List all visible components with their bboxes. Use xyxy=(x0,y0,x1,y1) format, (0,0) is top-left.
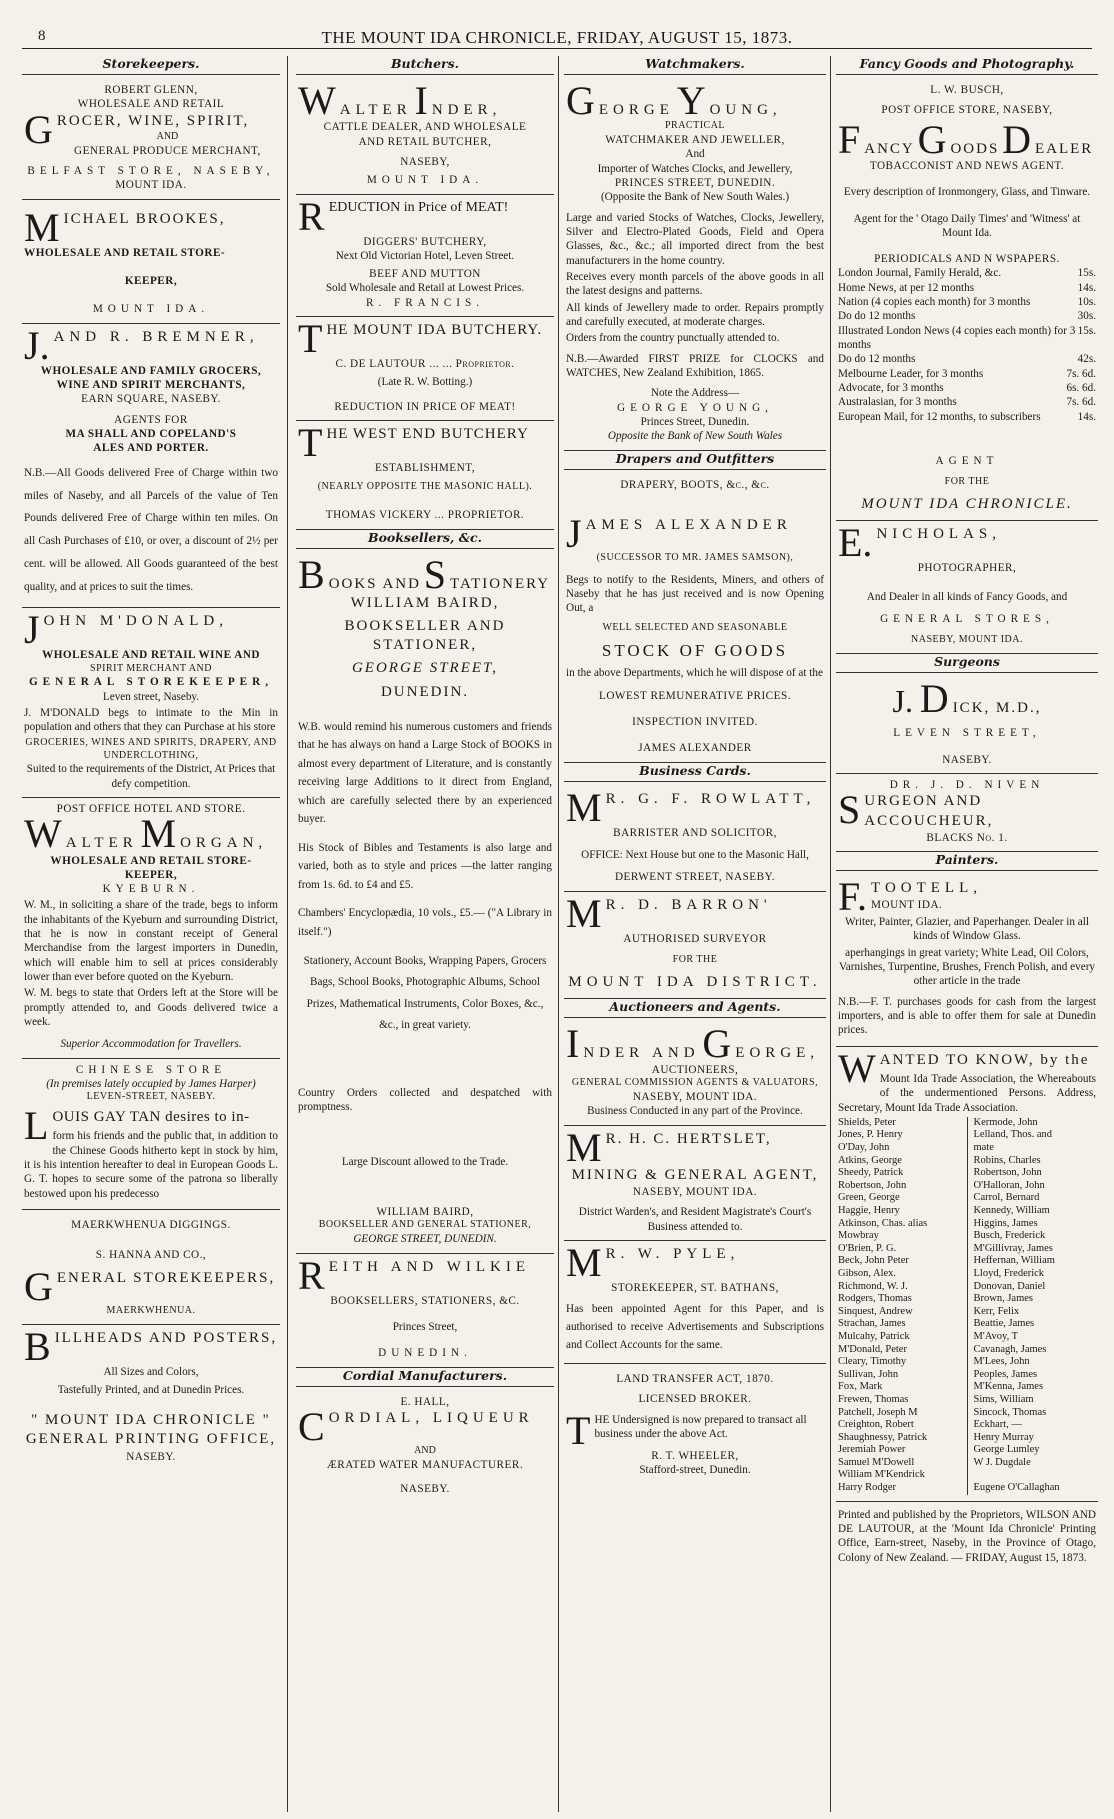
person-name: Busch, Frederick xyxy=(973,1230,1046,1242)
person-name: Lloyd, Frederick xyxy=(973,1267,1045,1279)
person-name: Mulcahy, Patrick xyxy=(838,1330,910,1342)
periodical-name: European Mail, for 12 months, to subscribers xyxy=(838,410,1041,423)
column-2 xyxy=(296,56,554,1812)
ad-reith-wilkie: REITH AND WILKIE BOOKSELLERS, STATIONERS, &C. Princes Street, DUNEDIN. xyxy=(296,1254,554,1368)
section-heading: Painters. xyxy=(836,852,1098,871)
person-name: Henry Murray xyxy=(973,1431,1034,1443)
periodical-name: Do do 12 months xyxy=(838,310,916,323)
person-name: O'Day, John xyxy=(838,1142,890,1154)
person-name: Kermode, John xyxy=(973,1116,1038,1128)
periodical-row xyxy=(838,324,1096,353)
periodical-price: 7s. 6d. xyxy=(1066,396,1096,409)
person-name: Beattie, James xyxy=(973,1318,1035,1330)
ad-nicholas: E. NICHOLAS, PHOTOGRAPHER, And Dealer in all kinds of Fancy Goods, and GENERAL STORES, NASEBY, MOUNT IDA. xyxy=(836,521,1098,654)
periodical-price: 15s. xyxy=(1077,267,1096,280)
ad-walter-inder: WALTER I NDER, CATTLE DEALER, AND WHOLESALE AND RETAIL BUTCHER, NASEBY, MOUNT IDA. xyxy=(296,79,554,195)
periodical-price: 14s. xyxy=(1077,410,1096,423)
ad-walter-morgan: POST OFFICE HOTEL AND STORE. WALTER M ORGAN, WHOLESALE AND RETAIL STORE- KEEPER, KYEBURN. W. M., in soliciting a share of the trade, begs to inform the inhabitants of the Kyeburn and surrounding District, that he is now in constant receipt of General Merchandise from the largest importers in Dunedin, which will enable him to sell at prices considerably lower than ever before quoted on the Kyeburn. W. M. begs to state that Orders left at the Store will be promptly attended to, and Goods delivered twice a week. Superior Accommodation for Travellers. xyxy=(22,798,280,1059)
person-name: Kennedy, William xyxy=(973,1205,1050,1217)
masthead-title: THE MOUNT IDA CHRONICLE, FRIDAY, AUGUST 15, 1873. xyxy=(321,28,793,47)
column-1 xyxy=(22,56,280,1812)
periodical-name: Illustrated London News (4 copies each month) for 3 months xyxy=(838,324,1076,352)
person-name: Eugene O'Callaghan xyxy=(973,1482,1060,1494)
periodical-name: Home News, at per 12 months xyxy=(838,281,975,294)
ad-william-baird: BOOKS AND S TATIONERY WILLIAM BAIRD, BOOKSELLER AND STATIONER, GEORGE STREET, DUNEDIN. W.B. would remind his numerous customers and friends that he has always on hand a Large Stock of BOOKS in almost every department of Literature, and is constantly receiving large Additions to it direct from England, which are carefully selected there by an experienced buyer. His Stock of Bibles and Testaments is also large and varied, both as to style and prices —the latter ranging from 1s. 6d. to £4 and £5. Chambers' Encyclopædia, 10 vols., £5.— ("A Library in itself.") Stationery, Account Books, Wrapping Papers, Grocers Bags, School Books, Photographic Albums, School Prizes, Mathematical Instruments, Color Boxes, &c., &c., in great variety. Country Orders collected and despatched with promptness. Large Discount allowed to the Trade. WILLIAM BAIRD, BOOKSELLER AND GENERAL STATIONER, GEORGE STREET, DUNEDIN. xyxy=(296,553,554,1254)
person-name: William M'Kendrick xyxy=(838,1469,925,1481)
person-name: Sullivan, John xyxy=(838,1368,899,1380)
person-name: Strachan, James xyxy=(838,1318,906,1330)
person-name: Shields, Peter xyxy=(838,1116,896,1128)
column-divider xyxy=(287,56,288,1812)
section-heading: Booksellers, &c. xyxy=(296,530,554,549)
periodical-name: Nation (4 copies each month) for 3 months xyxy=(838,296,1031,309)
ad-e-hall: E. HALL, CORDIAL, LIQUEUR AND ÆRATED WATER MANUFACTURER. NASEBY. xyxy=(298,1395,534,1496)
periodical-row xyxy=(838,410,1096,424)
person-name: Shaughnessy, Patrick xyxy=(838,1431,928,1443)
periodical-price: 10s. xyxy=(1077,296,1096,309)
ad-pyle: M R. W. PYLE, STOREKEEPER, ST. BATHANS, Has been appointed Agent for this Paper, and is authorised to receive Advertisements and Subscriptions and Collect Accounts for the same. xyxy=(564,1241,826,1364)
ad-wanted-to-know: WANTED TO KNOW, by the Mount Ida Trade Association, the Whereabouts of the undermentioned Persons. Address, Secretary, Mount Ida Trade Association. Shields, Peter Jones, P. Henry O'Day, John Atkins, George Sheedy, Patrick Robertson, John Green, George Haggie, Henry Atkinson, Chas. alias Mowbray O'Brien, P. G. Beck, John Peter Gibson, Alex. Richmond, W. J. Rodgers, Thomas Sinquest, Andrew Strachan, James Mulcahy, Patrick M'Donald, Peter Cleary, Timothy Sullivan, John Fox, Mark Frewen, Thomas Patchell, Joseph M Creighton, Robert Shaughnessy, Patrick Jeremiah Power Samuel M'Dowell William M'Kendrick Harry Rodger Kermode, John Lelland, Thos. and mate Robins, Charles Robertson, John O'Halloran, John Carrol, Bernard Kennedy, William Higgins, James Busch, Frederick M'Gillivray, James Heffernan, William Lloyd, Frederick Donovan, Daniel Brown, James Kerr, Felix Beattie, James M'Avoy, T Cavanagh, James M'Lees, John Peoples, James M'Kenna, James Sims, William Sincock, Thomas Eckhart, — Henry Murray George Lumley W J. Dugdale Eugene O'Callaghan xyxy=(836,1047,1098,1502)
person-name: Sheedy, Patrick xyxy=(838,1167,904,1179)
person-name: Gibson, Alex. xyxy=(838,1267,897,1279)
person-name: Jeremiah Power xyxy=(838,1444,906,1456)
section-heading: Storekeepers. xyxy=(22,56,280,75)
ad-chinese-store: CHINESE STORE (In premises lately occupied by James Harper) LEVEN-STREET, NASEBY. LOUIS GAY TAN desires to in- form his friends and the public that, in addition to the Chinese Goods hitherto kept in stock by him, it is his intention hereafter to deal in European Goods L. G. T. hopes to secure some of the patrona so liberally bestowed upon his predecesso xyxy=(22,1059,280,1210)
person-name: Rodgers, Thomas xyxy=(838,1293,912,1305)
periodical-row xyxy=(838,295,1096,309)
periodical-price: 15s. xyxy=(1077,324,1096,337)
ad-hertslet: M R. H. C. HERTSLET, MINING & GENERAL AGENT, NASEBY, MOUNT IDA. District Warden's, and Resident Magistrate's Court's Business attended to. xyxy=(564,1126,826,1241)
person-name: Fox, Mark xyxy=(838,1381,883,1393)
ad-hanna: MAERKWHENUA DIGGINGS. S. HANNA AND CO., GENERAL STOREKEEPERS, MAERKWHENUA. xyxy=(22,1210,280,1324)
person-name: M'Gillivray, James xyxy=(973,1242,1053,1254)
person-name: mate xyxy=(973,1142,994,1154)
ad-john-mcdonald: JOHN M'DONALD, WHOLESALE AND RETAIL WINE AND SPIRIT MERCHANT AND GENERAL STOREKEEPER, Leven street, Naseby. J. M'DONALD begs to intimate to the Min in population and others that they can Purchase at his store GROCERIES, WINES AND SPIRITS, DRAPERY, AND UNDERCLOTHING, Suited to the requirements of the District, At Prices that defy competition. xyxy=(22,608,280,798)
periodical-row xyxy=(838,367,1096,381)
person-name: Robins, Charles xyxy=(973,1154,1041,1166)
periodical-row xyxy=(838,395,1096,409)
column-3 xyxy=(564,56,826,1812)
section-heading: Auctioneers and Agents. xyxy=(564,999,826,1018)
person-name: Atkins, George xyxy=(838,1154,902,1166)
person-name: Samuel M'Dowell xyxy=(838,1456,915,1468)
ad-bremner: J. AND R. BREMNER, WHOLESALE AND FAMILY GROCERS, WINE AND SPIRIT MERCHANTS, EARN SQUARE, NASEBY. AGENTS FOR MA SHALL AND COPELAND'S ALES AND PORTER. N.B.—All Goods delivered Free of Charge within two miles of Naseby, and all Parcels of the value of Ten Pounds delivered Free of Charge within ten miles. On all Cash Purchases of £10, or over, a discount of 2½ per cent. will be allowed. All Goods guaranteed of the best quality, and at prices to suit the times. xyxy=(22,324,280,609)
person-name: Jones, P. Henry xyxy=(838,1129,903,1141)
missing-persons-list xyxy=(838,1117,1096,1495)
person-name: George Lumley xyxy=(973,1444,1040,1456)
ad-michael-brookes: MICHAEL BROOKES, WHOLESALE AND RETAIL STORE- KEEPER, MOUNT IDA. xyxy=(22,200,280,324)
ad-diggers-butchery: REDUCTION in Price of MEAT! DIGGERS' BUTCHERY, Next Old Victorian Hotel, Leven Street. BEEF AND MUTTON Sold Wholesale and Retail at Lowest Prices. R. FRANCIS. xyxy=(296,195,554,318)
column-4 xyxy=(836,56,1098,1812)
section-heading: Watchmakers. xyxy=(564,56,826,75)
ad-mount-ida-butchery: THE MOUNT IDA BUTCHERY. C. DE LAUTOUR ... ... Proprietor. (Late R. W. Botting.) REDUCTION IN PRICE OF MEAT! xyxy=(296,317,554,421)
page-number: 8 xyxy=(38,28,46,44)
person-name xyxy=(974,1469,1097,1482)
periodical-name: London Journal, Family Herald, &c. xyxy=(838,267,1002,280)
periodical-row xyxy=(838,352,1096,366)
section-heading: Butchers. xyxy=(296,56,554,75)
person-name: Beck, John Peter xyxy=(838,1255,909,1267)
ad-land-transfer: LAND TRANSFER ACT, 1870. LICENSED BROKER. THE Undersigned is now prepared to transact all business under the above Act. R. T. WHEELER, Stafford-street, Dunedin. xyxy=(566,1373,807,1477)
periodical-price: 7s. 6d. xyxy=(1066,367,1096,380)
periodical-row xyxy=(838,381,1096,395)
ad-drapery-heading: DRAPERY, BOOTS, &c., &c. xyxy=(620,478,770,491)
names-column-right xyxy=(974,1117,1097,1495)
periodical-price: 14s. xyxy=(1077,281,1096,294)
person-name: Donovan, Daniel xyxy=(973,1280,1046,1292)
column-divider xyxy=(558,56,559,1812)
person-name: M'Donald, Peter xyxy=(838,1343,907,1355)
section-heading: Cordial Manufacturers. xyxy=(296,1368,554,1387)
names-column-left xyxy=(838,1117,961,1495)
ad-inder-george: INDER AND G EORGE, AUCTIONEERS, GENERAL COMMISSION AGENTS & VALUATORS, NASEBY, MOUNT IDA. Business Conducted in any part of the Province. xyxy=(564,1022,826,1126)
person-name: M'Avoy, T xyxy=(973,1330,1019,1342)
person-name: Sims, William xyxy=(973,1393,1034,1405)
ad-west-end-butchery: THE WEST END BUTCHERY ESTABLISHMENT, (NEARLY OPPOSITE THE MASONIC HALL). THOMAS VICKERY ... PROPRIETOR. xyxy=(296,421,554,529)
periodical-row xyxy=(838,309,1096,323)
ad-george-young: GEORGE Y OUNG, PRACTICAL WATCHMAKER AND JEWELLER, And Importer of Watches Clocks, and Jewellery, PRINCES STREET, DUNEDIN. (Opposite the Bank of New South Wales.) Large and varied Stocks of Watches, Clocks, Jewellery, Silver and Electro-Plated Goods, Field and Opera Glasses, &c., &c.; all imported direct from the best manufacturers in the home country. Receives every month parcels of the above goods in all the latest designs and patterns. All kinds of Jewellery made to order. Repairs promptly and carefully executed, at moderate charges. Orders from the country punctually attended to. N.B.—Awarded FIRST PRIZE for CLOCKS and WATCHES, New Zealand Exhibition, 1865. Note the Address— GEORGE YOUNG, Princes Street, Dunedin. Opposite the Bank of New South Wales xyxy=(564,79,826,451)
person-name: Green, George xyxy=(838,1192,900,1204)
section-heading: Business Cards. xyxy=(564,763,826,782)
ad-dr-dick: J. D ICK, M.D., LEVEN STREET, NASEBY. xyxy=(836,677,1098,774)
periodical-name: Melbourne Leader, for 3 months xyxy=(838,367,984,380)
person-name: O'Halloran, John xyxy=(973,1179,1045,1191)
person-name: O'Brien, P. G. xyxy=(838,1242,897,1254)
person-name: Richmond, W. J. xyxy=(838,1280,908,1292)
periodical-row xyxy=(838,281,1096,295)
person-name: Mowbray xyxy=(838,1230,879,1242)
periodical-price: 6s. 6d. xyxy=(1066,382,1096,395)
person-name: Cavanagh, James xyxy=(973,1343,1047,1355)
person-name: Harry Rodger xyxy=(838,1482,897,1494)
person-name: Heffernan, William xyxy=(973,1255,1055,1267)
ad-busch: L. W. BUSCH, POST OFFICE STORE, NASEBY, FANCY G OODS D EALER TOBACCONIST AND NEWS AGENT. Every description of Ironmongery, Glass, and Tinware. Agent for the ' Otago Daily Times' and 'Witness' at Mount Ida. PERIODICALS AND N WSPAPERS. London Journal, Family Herald, &c. 15s. Home News, at per 12 months 14s. Nation (4 copies each month) for 3 months 10s. Do do 12 months 30s. Illustrated London News (4 copies each month) for 3 months 15s. Do do 12 months 42s. Melbourne Leader, for 3 months 7s. 6d. Advocate, for 3 months 6s. 6d. Australasian, for 3 months 7s. 6d. European Mail, for 12 months, to subscribers 14s. AGENT FOR THE MOUNT IDA CHRONICLE. xyxy=(836,79,1098,521)
person-name: Brown, James xyxy=(973,1293,1033,1305)
person-name: Eckhart, — xyxy=(973,1419,1022,1431)
ad-billheads: BILLHEADS AND POSTERS, All Sizes and Colors, Tastefully Printed, and at Dunedin Prices. " MOUNT IDA CHRONICLE " GENERAL PRINTING OFFICE, NASEBY. xyxy=(24,1323,278,1463)
person-name: Robertson, John xyxy=(973,1167,1042,1179)
section-heading: Surgeons xyxy=(836,654,1098,673)
periodical-name: Australasian, for 3 months xyxy=(838,396,957,409)
periodical-name: Do do 12 months xyxy=(838,353,916,366)
periodical-name: Advocate, for 3 months xyxy=(838,382,944,395)
ad-james-alexander: JAMES ALEXANDER (SUCCESSOR TO MR. JAMES SAMSON), Begs to notify to the Residents, Miners, and others of Naseby that he has just received and is now Opening Out, a WELL SELECTED AND SEASONABLE STOCK OF GOODS in the above Departments, which he will dispose of at the LOWEST REMUNERATIVE PRICES. INSPECTION INVITED. JAMES ALEXANDER xyxy=(564,498,826,763)
person-name: Sincock, Thomas xyxy=(973,1406,1047,1418)
ad-robert-glenn: ROBERT GLENN, WHOLESALE AND RETAIL GROCER, WINE, SPIRIT, AND GENERAL PRODUCE MERCHANT, BELFAST STORE, NASEBY, MOUNT IDA. xyxy=(22,79,280,200)
person-name: Patchell, Joseph M xyxy=(838,1406,918,1418)
person-name: Sinquest, Andrew xyxy=(838,1305,913,1317)
person-name: Haggie, Henry xyxy=(838,1205,900,1217)
person-name: Peoples, James xyxy=(973,1368,1038,1380)
person-name: Higgins, James xyxy=(973,1217,1038,1229)
imprint: Printed and published by the Proprietors, WILSON AND DE LAUTOUR, at the 'Mount Ida Chronicle' Printing Office, Earn-street, Naseby, in the Province of Otago, Colony of New Zealand. — FRIDAY, August 15, 1873. xyxy=(838,1508,1096,1564)
periodical-price: 42s. xyxy=(1077,353,1096,366)
ad-rowlatt: M R. G. F. ROWLATT, BARRISTER AND SOLICITOR, OFFICE: Next House but one to the Masonic Hall, DERWENT STREET, NASEBY. xyxy=(564,786,826,892)
person-name: Carrol, Bernard xyxy=(973,1192,1040,1204)
ad-dr-niven: DR. J. D. NIVEN SURGEON AND ACCOUCHEUR, BLACKS No. 1. xyxy=(836,774,1098,852)
page-header xyxy=(0,0,1114,47)
header-rule xyxy=(22,48,1092,49)
person-name: M'Lees, John xyxy=(973,1356,1030,1368)
periodicals-list xyxy=(838,266,1096,424)
person-name: Atkinson, Chas. alias xyxy=(838,1217,928,1229)
person-name: W J. Dugdale xyxy=(973,1456,1031,1468)
periodical-price: 30s. xyxy=(1077,310,1096,323)
person-name: Kerr, Felix xyxy=(973,1305,1020,1317)
ad-tootell: F. TOOTELL, MOUNT IDA. Writer, Painter, Glazier, and Paperhanger. Dealer in all kinds of Window Glass. aperhangings in great variety; White Lead, Oil Colors, Varnishes, Turpentine, Brushes, French Polish, and every other article in the trade N.B.—F. T. purchases goods for cash from the largest importers, and is able to offer them for sale at Dunedin prices. xyxy=(836,875,1098,1047)
column-divider xyxy=(830,56,831,1812)
person-name: M'Kenna, James xyxy=(973,1381,1044,1393)
person-name: Robertson, John xyxy=(838,1179,907,1191)
ad-barron: M R. D. BARRON' AUTHORISED SURVEYOR FOR THE MOUNT IDA DISTRICT. xyxy=(564,892,826,999)
person-name: Lelland, Thos. and xyxy=(973,1129,1053,1141)
person-name: Frewen, Thomas xyxy=(838,1393,909,1405)
person-name: Cleary, Timothy xyxy=(838,1356,907,1368)
person-name: Creighton, Robert xyxy=(838,1419,914,1431)
section-heading: Drapers and Outfitters xyxy=(564,451,826,470)
periodical-row xyxy=(838,266,1096,280)
section-heading: Fancy Goods and Photography. xyxy=(836,56,1098,75)
